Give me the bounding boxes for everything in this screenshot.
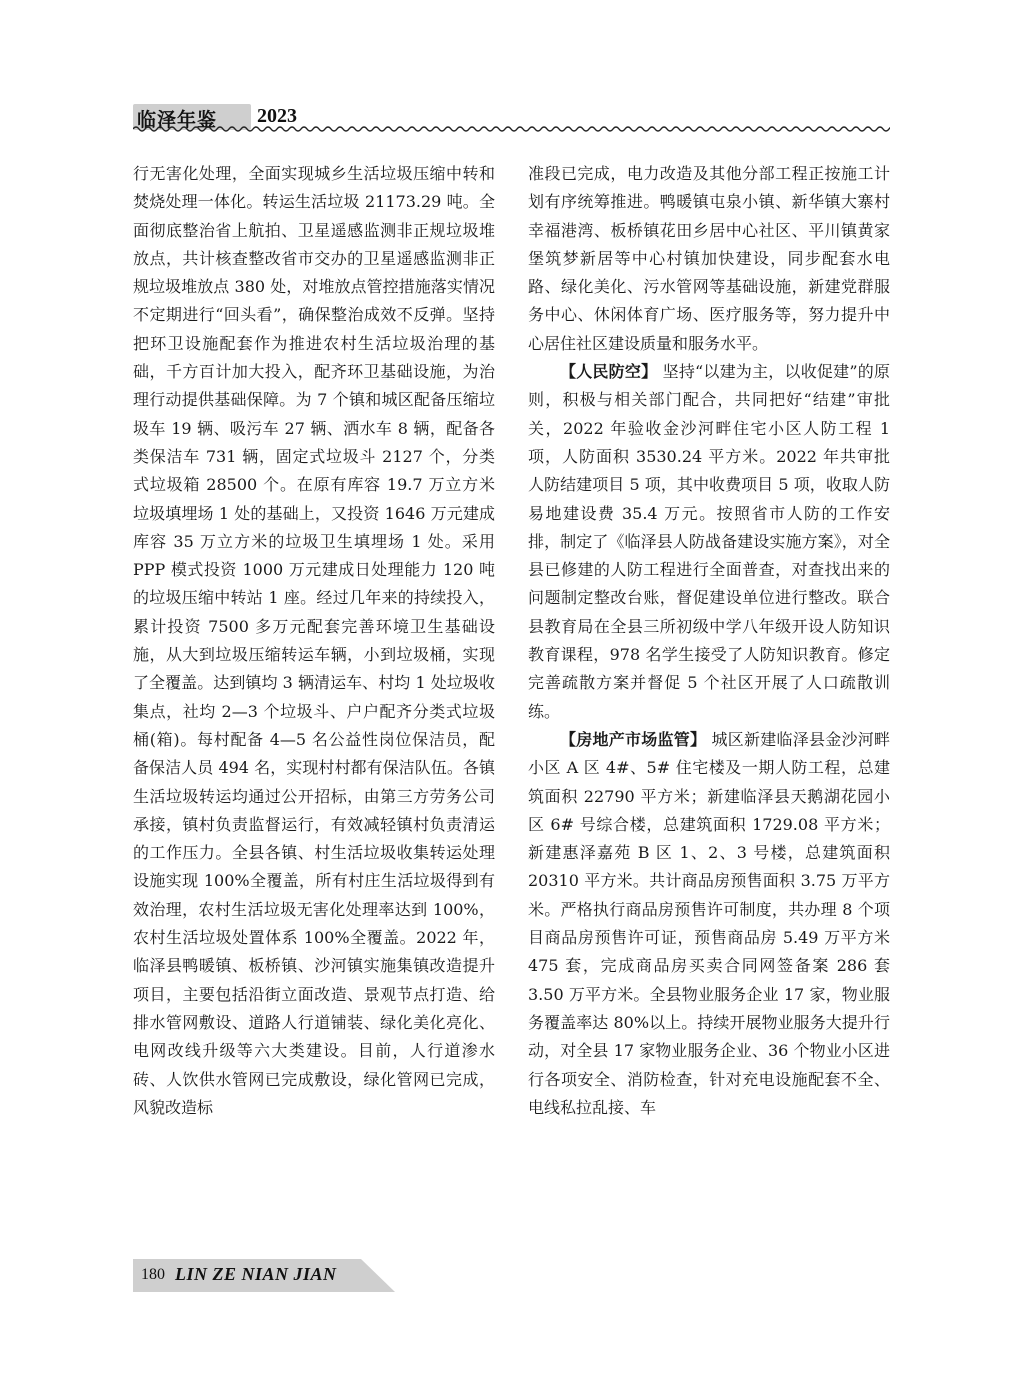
footer-running-title: LIN ZE NIAN JIAN xyxy=(175,1264,337,1284)
left-paragraph-1: 行无害化处理，全面实现城乡生活垃圾压缩中转和焚烧处理一体化。转运生活垃圾 21173.29 吨。全面彻底整治省上航拍、卫星遥感监测非正规垃圾堆放点，共计核查整改省市交办的卫星遥感监测非正规垃圾堆放点 380 处，对堆放点管控措施落实情况不定期进行“回头看”，确保整治成效不反弹。坚持把环卫设施配套作为推进农村生活垃圾治理的基础，千方百计加大投入，配齐环卫基础设施，为治理行动提供基础保障。为 7 个镇和城区配备压缩垃圾车 19 辆、吸污车 27 辆、洒水车 8 辆，配备各类保洁车 731 辆，固定式垃圾斗 2127 个，分类式垃圾箱 28500 个。在原有库容 19.7 万立方米垃圾填埋场 1 处的基础上，又投资 1646 万元建成库容 35 万立方米的垃圾卫生填埋场 1 处。采用 PPP 模式投资 1000 万元建成日处理能力 120 吨的垃圾压缩中转站 1 座。经过几年来的持续投入，累计投资 7500 多万元配套完善环境卫生基础设施，从大到垃圾压缩转运车辆，小到垃圾桶，实现了全覆盖。达到镇均 3 辆清运车、村均 1 处垃圾收集点，社均 2—3 个垃圾斗、户户配齐分类式垃圾桶(箱)。每村配备 4—5 名公益性岗位保洁员，配备保洁人员 494 名，实现村村都有保洁队伍。各镇生活垃圾转运均通过公开招标，由第三方劳务公司承接，镇村负责监督运行，有效减轻镇村负责清运的工作压力。全县各镇、村生活垃圾收集转运处理设施实现 100%全覆盖，所有村庄生活垃圾得到有效治理，农村生活垃圾无害化处理率达到 100%，农村生活垃圾处置体系 100%全覆盖。2022 年，临泽县鸭暖镇、板桥镇、沙河镇实施集镇改造提升项目，主要包括沿街立面改造、景观节点打造、给排水管网敷设、道路人行道铺装、绿化美化亮化、电网改线升级等六大类建设。目前，人行道渗水砖、人饮供水管网已完成敷设，绿化管网已完成，风貌改造标 xyxy=(133,164,495,1117)
page-number: 180 xyxy=(141,1266,165,1283)
right-text-column xyxy=(528,160,890,1122)
page-header xyxy=(133,104,890,134)
real-estate-text: 城区新建临泽县金沙河畔小区 A 区 4#、5# 住宅楼及一期人防工程，总建筑面积 22790 平方米；新建临泽县天鹅湖花园小区 6# 号综合楼，总建筑面积 1729.08 平方米；新建惠泽嘉苑 B 区 1、2、3 号楼，总建筑面积 20310 平方米。共计商品房预售面积 3.75 万平方米。严格执行商品房预售许可制度，共办理 8 个项目商品房预售许可证，预售商品房 5.49 万平方米 475 套，完成商品房买卖合同网签备案 286 套 3.50 万平方米。全县物业服务企业 17 家，物业服务覆盖率达 80%以上。持续开展物业服务大提升行动，对全县 17 家物业服务企业、36 个物业小区进行各项安全、消防检查，针对充电设施配套不全、电线私拉乱接、车 xyxy=(528,729,890,1117)
yearbook-year: 2023 xyxy=(257,105,297,127)
section-heading-civil-defense: 【人民防空】 xyxy=(560,362,658,382)
left-text-column xyxy=(133,160,495,1122)
header-wavy-rule xyxy=(133,124,890,134)
section-heading-real-estate: 【房地产市场监管】 xyxy=(560,729,707,749)
yearbook-name: 临泽年鉴 xyxy=(137,109,218,131)
page-footer xyxy=(133,1259,395,1292)
right-paragraph-1: 准段已完成，电力改造及其他分部工程正按施工计划有序统筹推进。鸭暖镇屯泉小镇、新华镇大寨村幸福港湾、板桥镇花田乡居中心社区、平川镇黄家堡筑梦新居等中心村镇加快建设，同步配套水电路、绿化美化、污水管网等基础设施，新建党群服务中心、休闲体育广场、医疗服务等，努力提升中心居住社区建设质量和服务水平。 xyxy=(528,164,890,353)
civil-defense-text: 坚持“以建为主，以收促建”的原则，积极与相关部门配合，共同把好“结建”审批关，2022 年验收金沙河畔住宅小区人防工程 1 项，人防面积 3530.24 平方米。2022 年共审批人防结建项目 5 项，其中收费项目 5 项，收取人防易地建设费 35.4 万元。按照省市人防的工作安排，制定了《临泽县人防战备建设实施方案》，对全县已修建的人防工程进行全面普查，对查找出来的问题制定整改台账，督促建设单位进行整改。联合县教育局在全县三所初级中学八年级开设人防知识教育课程，978 名学生接受了人防知识教育。修定完善疏散方案并督促 5 个社区开展了人口疏散训练。 xyxy=(528,362,890,721)
right-paragraph-civil-defense xyxy=(528,358,890,726)
right-paragraph-real-estate xyxy=(528,726,890,1122)
